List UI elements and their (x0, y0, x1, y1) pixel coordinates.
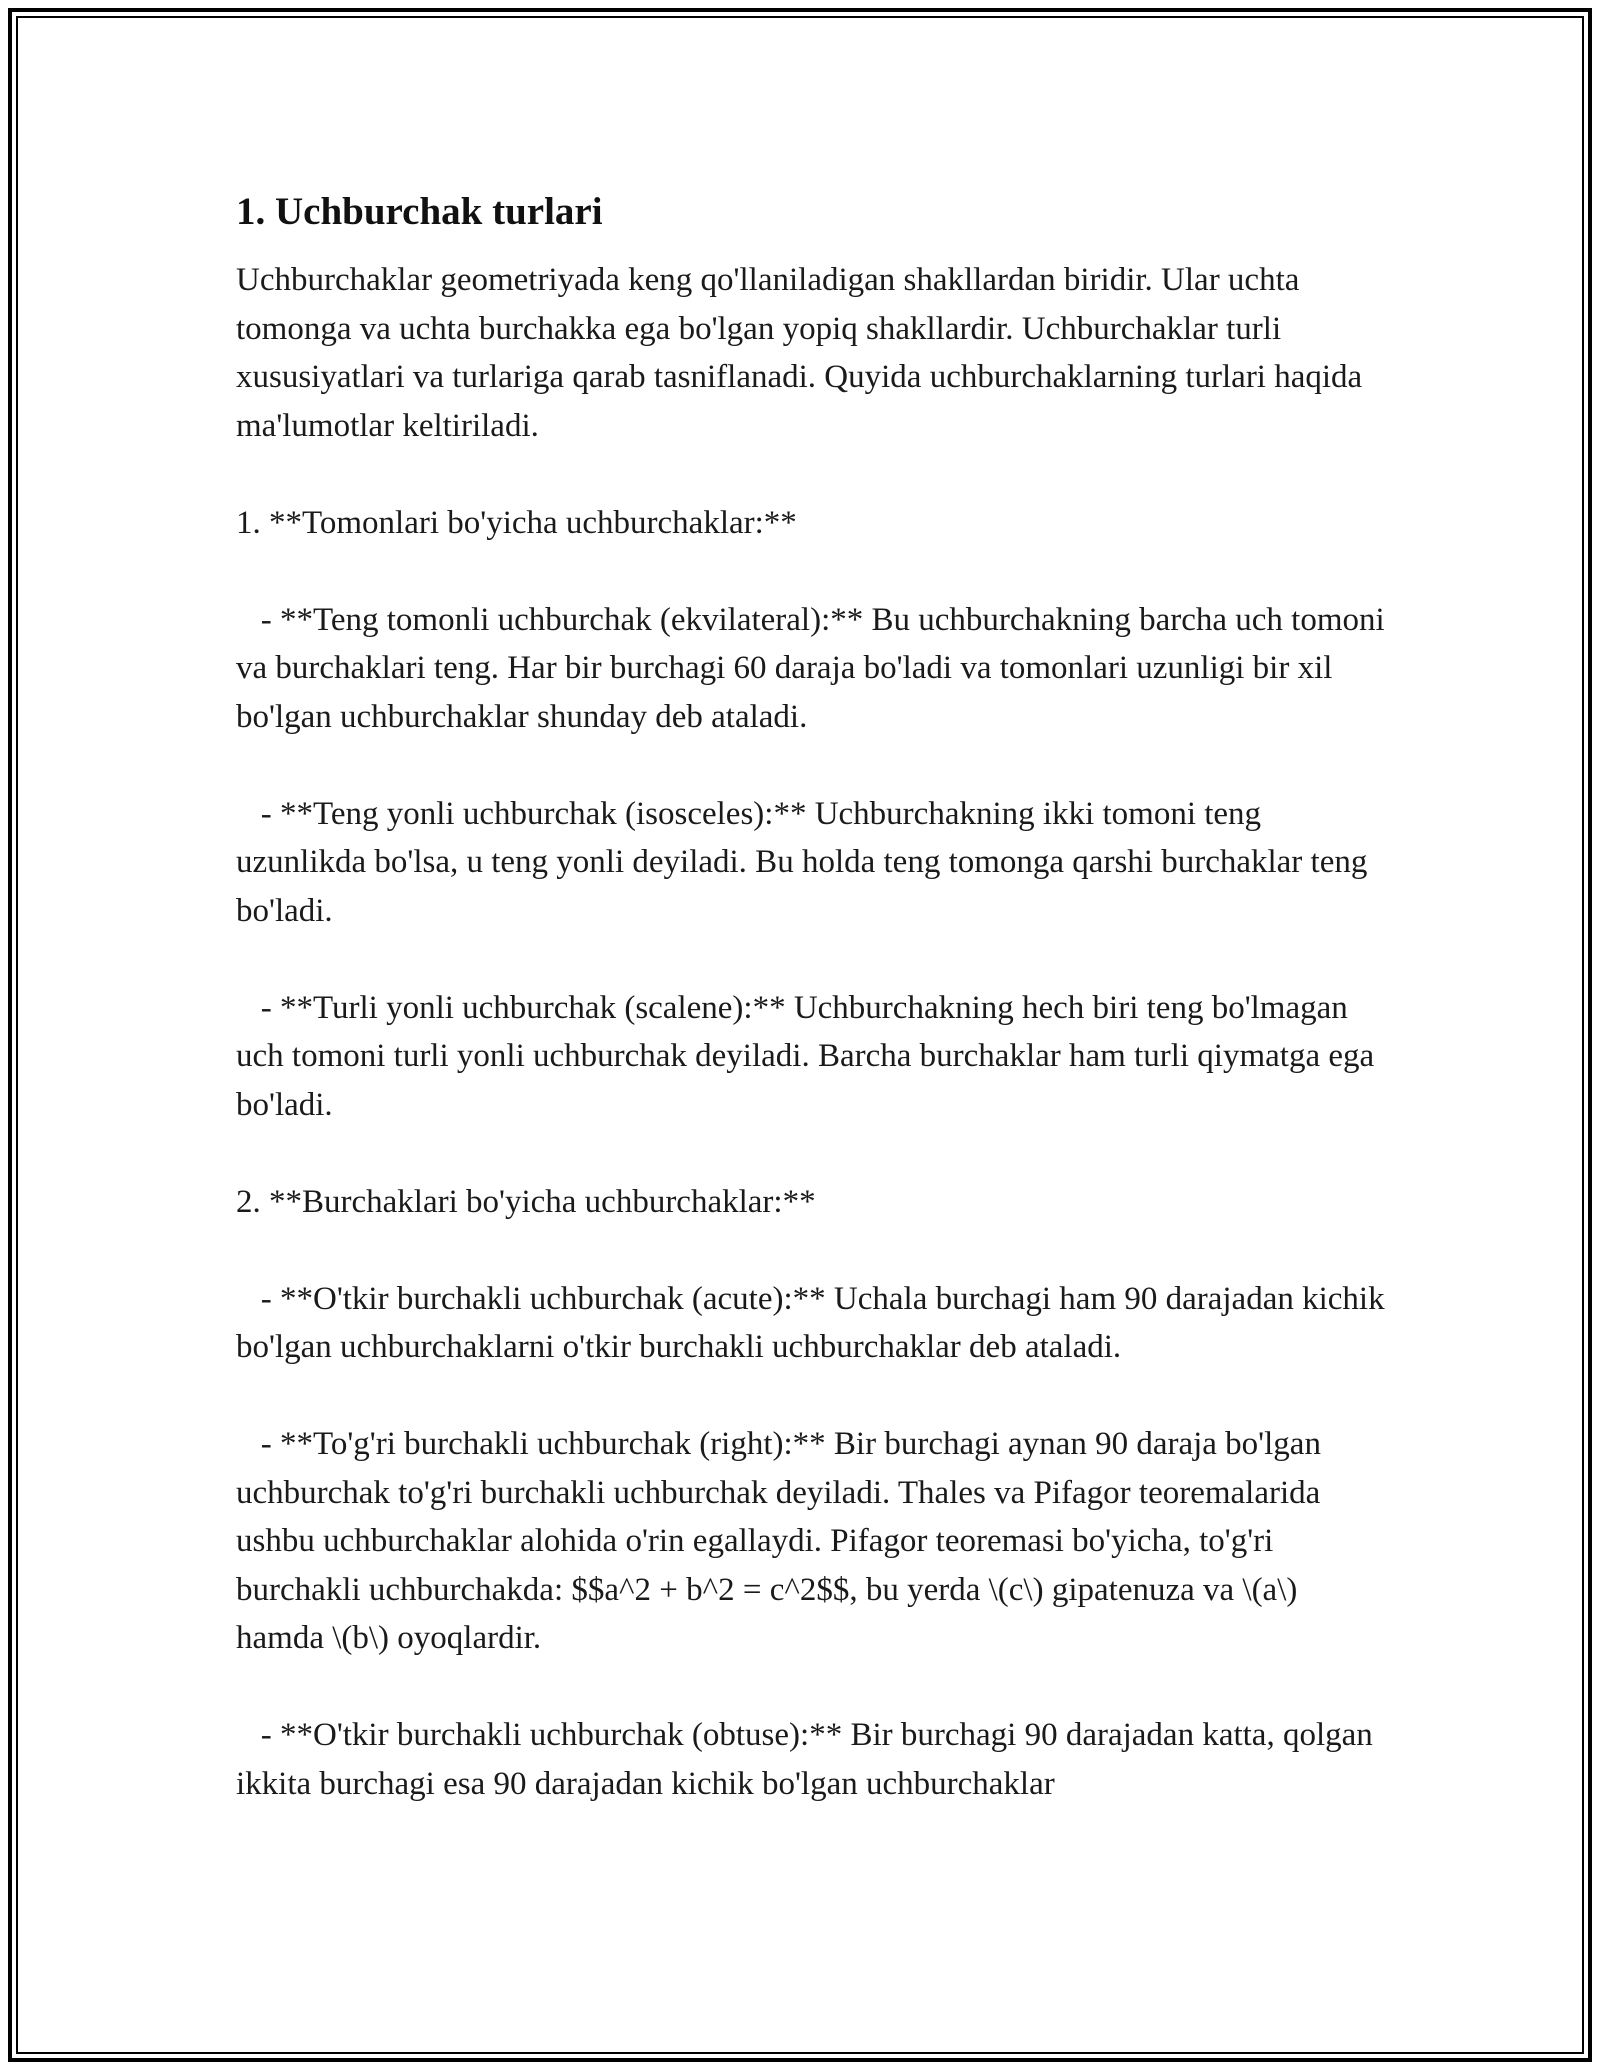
list-item-obtuse: - **O'tkir burchakli uchburchak (obtuse):** Bir burchagi 90 darajadan katta, qolgan ikkita burchagi esa 90 darajadan kichik bo'lgan uchburchaklar (236, 1717, 1382, 1802)
list-item-scalene: - **Turli yonli uchburchak (scalene):** Uchburchakning hech biri teng bo'lmagan uch tomoni turli yonli uchburchak deyiladi. Barcha burchaklar ham turli qiymatga ega bo'ladi. (236, 989, 1383, 1123)
section-heading: 1. Uchburchak turlari (236, 190, 603, 233)
list-item-sides-heading: 1. **Tomonlari bo'yicha uchburchaklar:** (236, 504, 797, 541)
list-item-right: - **To'g'ri burchakli uchburchak (right):** Bir burchagi aynan 90 daraja bo'lgan uchburchak to'g'ri burchakli uchburchak deyiladi. Thales va Pifagor teoremalarida ushbu uchburchaklar alohida o'rin egallaydi. Pifagor teoremasi bo'yicha, to'g'ri burchakli uchburchakda: $$a^2 + b^2 = c^2$$, bu yerda \(c\) gipatenuza va \(a\) hamda \(b\) oyoqlardir. (236, 1426, 1330, 1656)
list-item-acute: - **O'tkir burchakli uchburchak (acute):** Uchala burchagi ham 90 darajadan kichik bo'lgan uchburchaklarni o'tkir burchakli uchburchaklar deb ataladi. (236, 1280, 1393, 1365)
list-item-isosceles: - **Teng yonli uchburchak (isosceles):** Uchburchakning ikki tomoni teng uzunlikda bo'lsa, u teng yonli deyiladi. Bu holda teng tomonga qarshi burchaklar teng bo'ladi. (236, 795, 1376, 929)
list-item-angles-heading: 2. **Burchaklari bo'yicha uchburchaklar:** (236, 1183, 816, 1220)
document-body (236, 186, 1393, 1857)
list-item-equilateral: - **Teng tomonli uchburchak (ekvilateral):** Bu uchburchakning barcha uch tomoni va burchaklari teng. Har bir burchagi 60 daraja bo'ladi va tomonlari uzunligi bir xil bo'lgan uchburchaklar shunday deb ataladi. (236, 601, 1393, 735)
intro-paragraph: Uchburchaklar geometriyada keng qo'llaniladigan shakllardan biridir. Ular uchta tomonga va uchta burchakka ega bo'lgan yopiq shakllardir. Uchburchaklar turli xususiyatlari va turlariga qarab tasniflanadi. Quyida uchburchaklarning turlari haqida ma'lumotlar keltiriladi. (236, 262, 1371, 444)
